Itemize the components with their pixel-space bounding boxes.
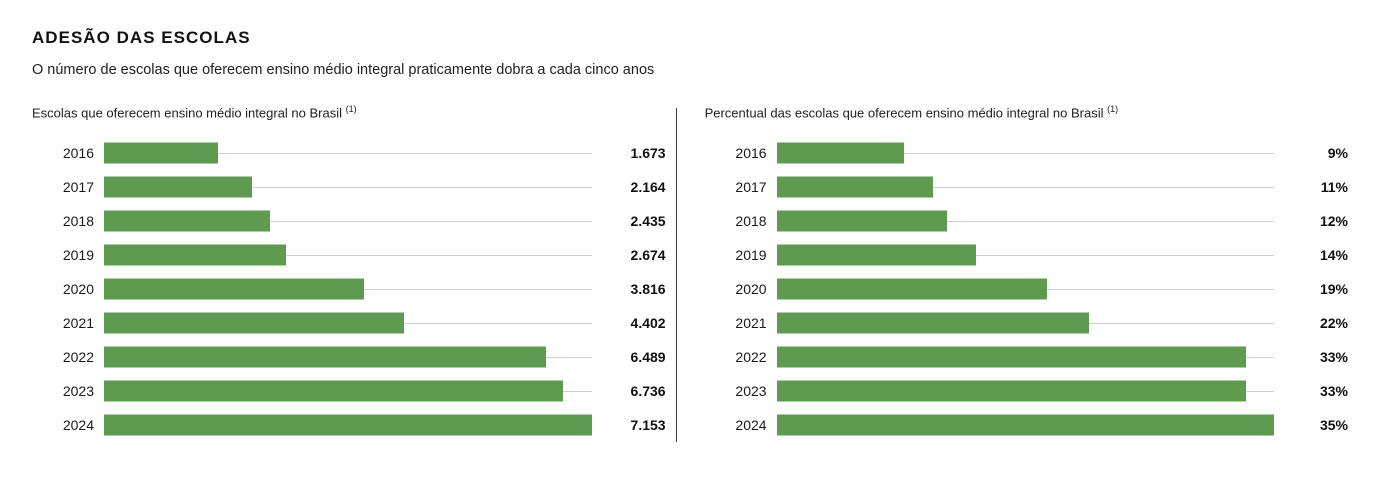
bar-category-label: 2022	[735, 349, 767, 366]
bar-value-label: 12%	[1319, 213, 1348, 230]
bar-track	[777, 272, 1274, 306]
chart-caption-percent-text: Percentual das escolas que oferecem ensino médio integral no Brasil	[704, 105, 1108, 121]
bar-row	[32, 272, 666, 306]
chart-caption-percent	[705, 104, 1348, 120]
bar-value-label: 3.816	[630, 281, 666, 298]
bar-track	[104, 306, 592, 340]
chart-caption-absolute-text: Escolas que oferecem ensino médio integral no Brasil	[32, 105, 346, 121]
bar-category-label: 2020	[735, 281, 767, 298]
bar-track	[104, 272, 592, 306]
bar-category-label: 2018	[62, 213, 94, 230]
bar-track	[777, 306, 1274, 340]
bar	[777, 245, 976, 266]
bar-value-label: 11%	[1320, 179, 1348, 196]
bar	[777, 143, 905, 164]
bar-category-label: 2024	[62, 417, 94, 434]
bar-row	[32, 136, 666, 170]
bar-category-label: 2016	[62, 145, 94, 162]
bar-rows-percent	[705, 136, 1348, 442]
bar	[777, 211, 948, 232]
bar-track	[777, 204, 1274, 238]
bar-category-label: 2020	[62, 281, 94, 298]
bar-row	[705, 136, 1348, 170]
bar-category-label: 2017	[735, 179, 767, 196]
page-title: ADESÃO DAS ESCOLAS	[32, 28, 251, 47]
bar-row	[705, 340, 1348, 374]
chart-caption-absolute	[32, 104, 666, 120]
bar-value-label: 6.736	[630, 383, 666, 400]
bar-value-label: 35%	[1319, 417, 1348, 434]
bar-row	[705, 170, 1348, 204]
bar	[104, 313, 404, 334]
bar-category-label: 2021	[735, 315, 767, 332]
panel-divider	[676, 108, 677, 442]
bar-row	[705, 272, 1348, 306]
bar-value-label: 6.489	[630, 349, 666, 366]
bar-row	[32, 204, 666, 238]
bar	[104, 245, 286, 266]
bar	[104, 211, 270, 232]
bar-track	[104, 340, 592, 374]
bar-rows-absolute	[32, 136, 666, 442]
bar	[777, 381, 1246, 402]
bar-row	[705, 374, 1348, 408]
bar-track	[777, 170, 1274, 204]
bar	[104, 415, 592, 436]
bar	[777, 347, 1246, 368]
bar-row	[705, 238, 1348, 272]
bar-value-label: 4.402	[630, 315, 666, 332]
chart-panel-percent	[705, 104, 1348, 442]
bar-track	[777, 340, 1274, 374]
bar-track	[104, 238, 592, 272]
bar-track	[104, 374, 592, 408]
bar-row	[32, 374, 666, 408]
bar	[104, 347, 546, 368]
bar-row	[32, 170, 666, 204]
bar	[104, 279, 364, 300]
bar-track	[777, 408, 1274, 442]
bar	[104, 381, 563, 402]
bar-category-label: 2018	[735, 213, 767, 230]
bar-value-label: 9%	[1327, 145, 1348, 162]
bar-category-label: 2023	[735, 383, 767, 400]
bar	[104, 177, 252, 198]
bar	[777, 313, 1090, 334]
bar-track	[104, 204, 592, 238]
bar-value-label: 1.673	[630, 145, 666, 162]
bar-category-label: 2021	[62, 315, 94, 332]
bar-category-label: 2016	[735, 145, 767, 162]
bar-value-label: 33%	[1319, 349, 1348, 366]
bar-row	[32, 408, 666, 442]
bar-value-label: 33%	[1319, 383, 1348, 400]
bar-row	[32, 306, 666, 340]
bar	[777, 415, 1274, 436]
charts-container	[32, 104, 1348, 442]
bar-value-label: 2.164	[630, 179, 666, 196]
bar	[104, 143, 218, 164]
chart-caption-percent-note: (1)	[1107, 104, 1119, 114]
bar-row	[32, 340, 666, 374]
bar-category-label: 2024	[735, 417, 767, 434]
chart-caption-absolute-note: (1)	[345, 104, 357, 114]
bar-value-label: 19%	[1319, 281, 1348, 298]
bar-category-label: 2023	[62, 383, 94, 400]
bar-category-label: 2019	[735, 247, 767, 264]
bar-track	[104, 408, 592, 442]
bar-track	[104, 170, 592, 204]
bar-category-label: 2019	[62, 247, 94, 264]
bar-row	[705, 306, 1348, 340]
bar-row	[705, 204, 1348, 238]
bar-category-label: 2017	[62, 179, 94, 196]
bar-row	[32, 238, 666, 272]
bar-value-label: 2.435	[630, 213, 666, 230]
bar-value-label: 22%	[1319, 315, 1348, 332]
chart-panel-absolute	[32, 104, 676, 442]
bar-value-label: 7.153	[630, 417, 666, 434]
bar	[777, 279, 1047, 300]
bar-value-label: 2.674	[630, 247, 666, 264]
bar-track	[777, 238, 1274, 272]
bar-track	[104, 136, 592, 170]
bar-track	[777, 374, 1274, 408]
bar-track	[777, 136, 1274, 170]
page-subtitle: O número de escolas que oferecem ensino médio integral praticamente dobra a cada cinco anos	[32, 62, 655, 78]
bar-value-label: 14%	[1319, 247, 1348, 264]
bar-category-label: 2022	[62, 349, 94, 366]
bar-row	[705, 408, 1348, 442]
bar	[777, 177, 933, 198]
